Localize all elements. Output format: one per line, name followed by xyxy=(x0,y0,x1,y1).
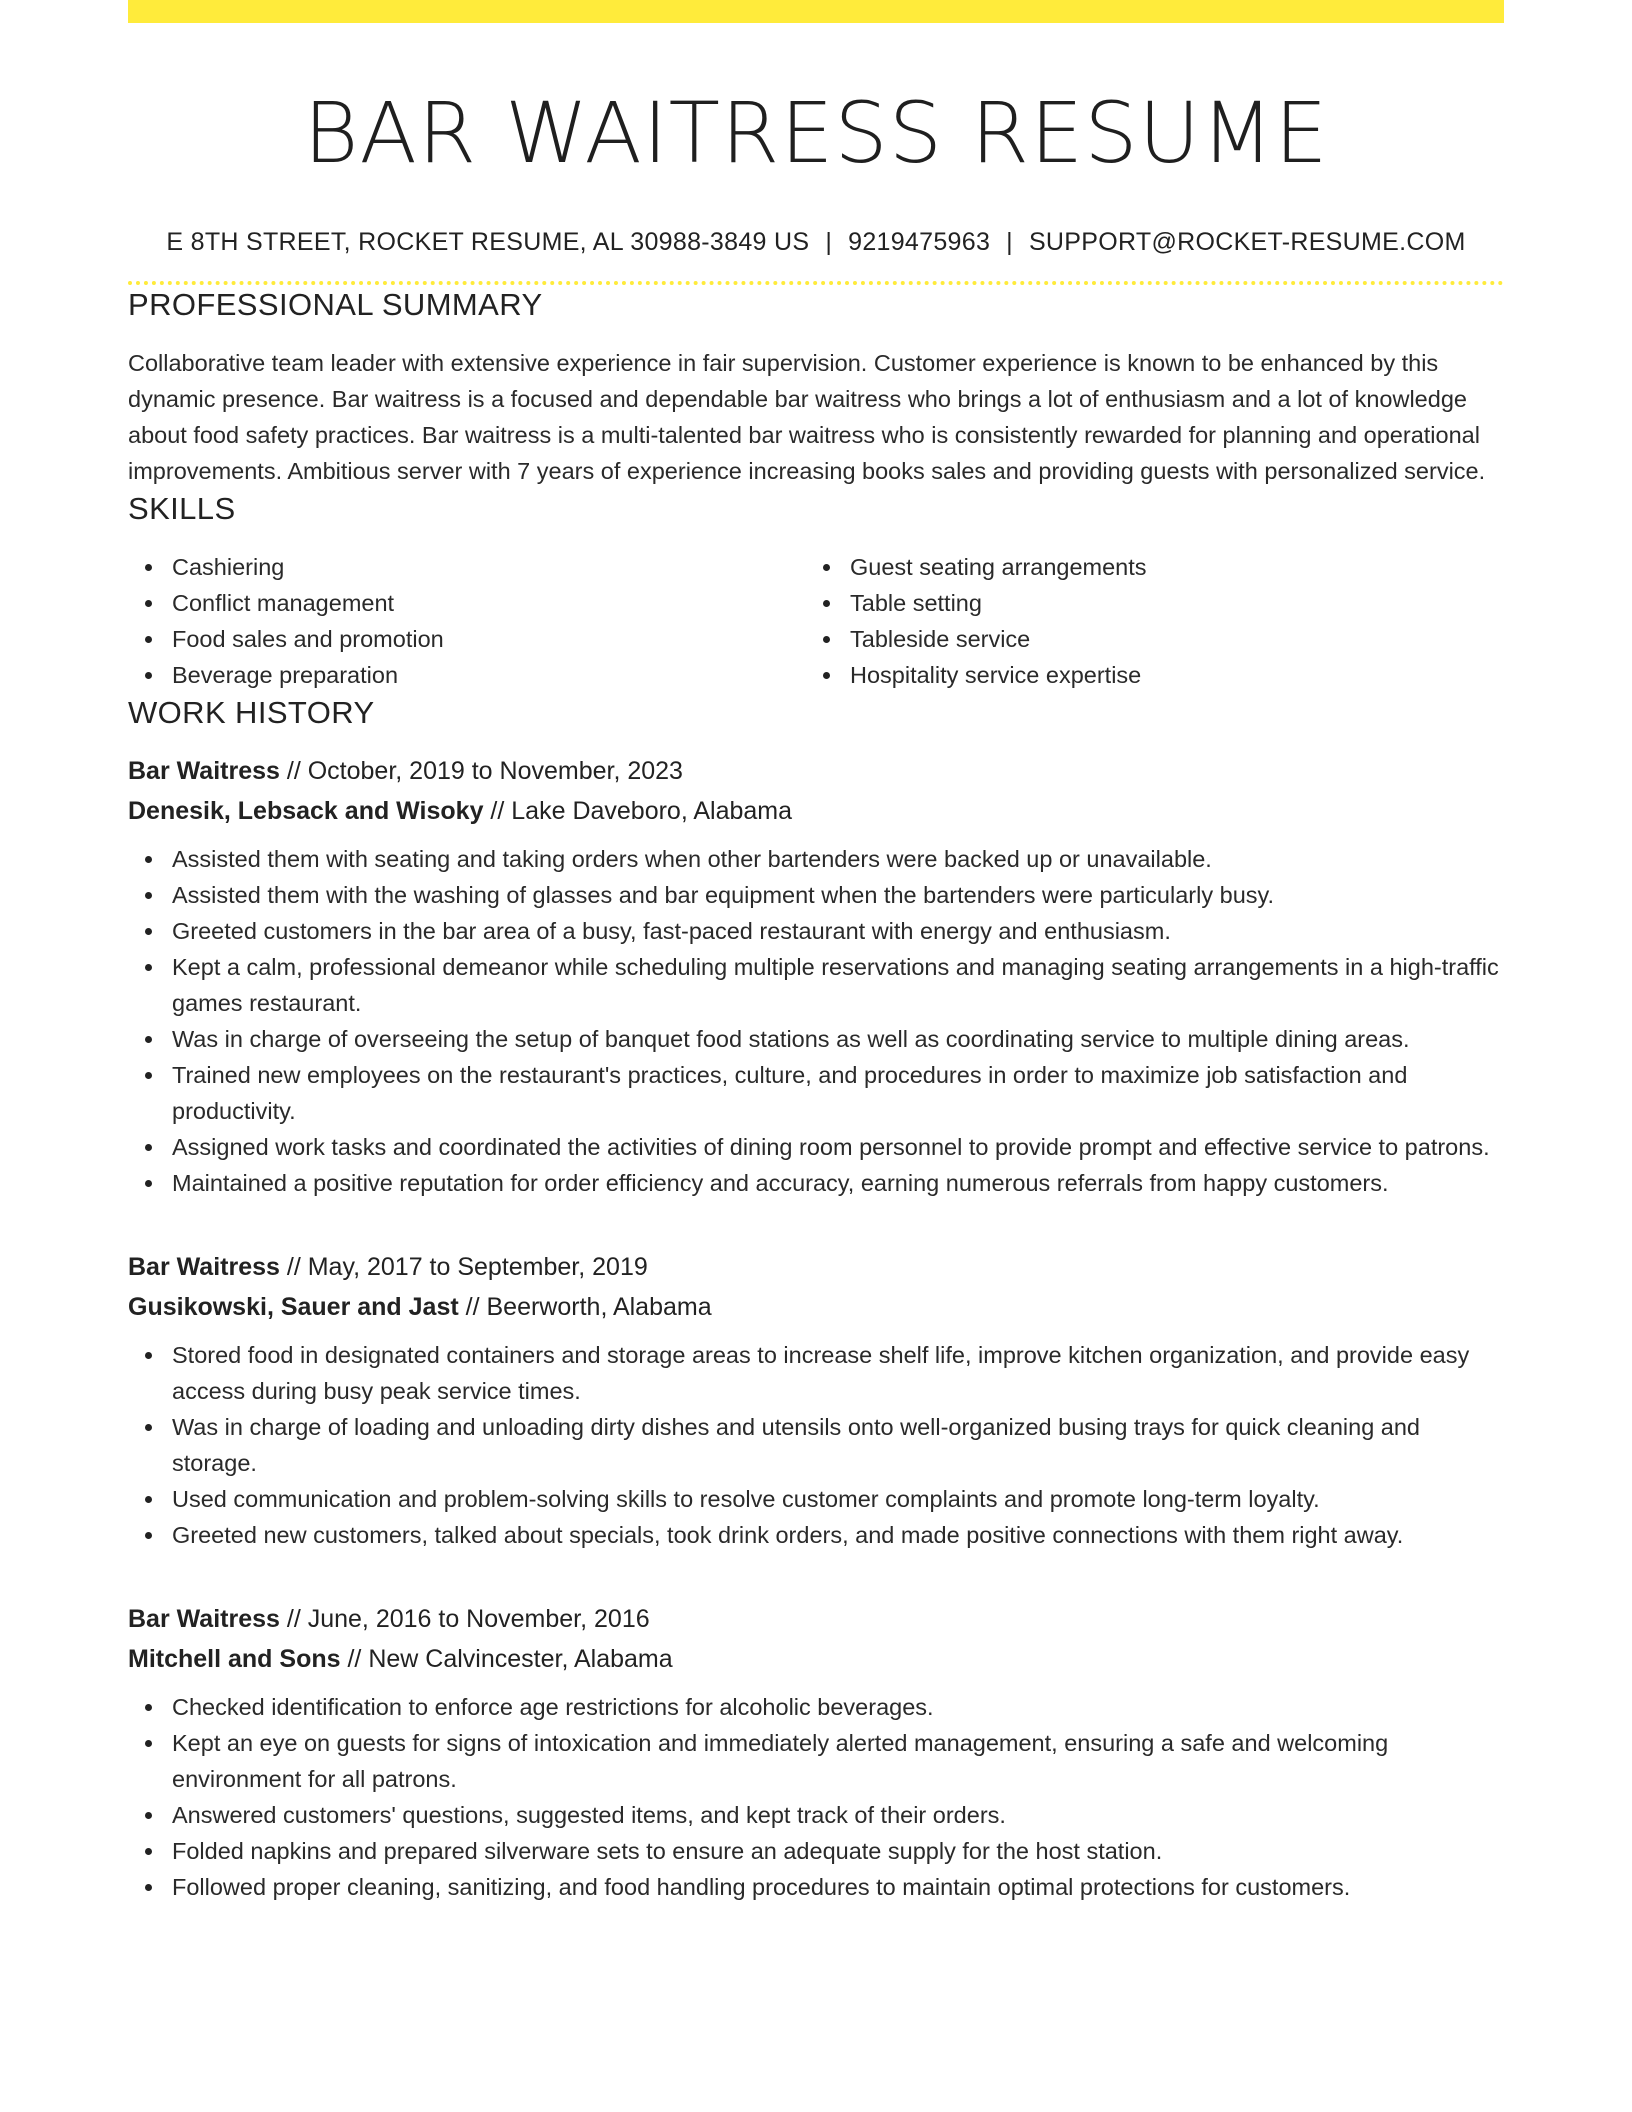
job-bullet: Assigned work tasks and coordinated the activities of dining room personnel to provide prompt and effective service to patrons. xyxy=(172,1129,1504,1165)
job-bullet: Trained new employees on the restaurant's practices, culture, and procedures in order to maximize job satisfaction and productivity. xyxy=(172,1057,1504,1129)
job-title-line xyxy=(128,751,1504,791)
job-bullet: Checked identification to enforce age restrictions for alcoholic beverages. xyxy=(172,1689,1504,1725)
skill-item: Conflict management xyxy=(172,585,806,621)
job-bullet: Kept an eye on guests for signs of intoxication and immediately alerted management, ensuring a safe and welcoming environment for all patrons. xyxy=(172,1725,1504,1797)
job-bullet: Followed proper cleaning, sanitizing, and food handling procedures to maintain optimal protections for customers. xyxy=(172,1869,1504,1905)
contact-address: E 8TH STREET, ROCKET RESUME, AL 30988-3849 US xyxy=(166,228,810,256)
job-title-line xyxy=(128,1247,1504,1287)
summary-text: Collaborative team leader with extensive experience in fair supervision. Customer experience is known to be enhanced by this dynamic presence. Bar waitress is a focused and dependable bar waitress who brings a lot of enthusiasm and a lot of knowledge about food safety practices. Bar waitress is a multi-talented bar waitress who is consistently rewarded for planning and operational improvements. Ambitious server with 7 years of experience increasing books sales and providing guests with personalized service. xyxy=(128,350,1486,484)
job-company: Mitchell and Sons xyxy=(128,1645,341,1673)
job-bullet: Folded napkins and prepared silverware sets to ensure an adequate supply for the host station. xyxy=(172,1833,1504,1869)
skills-list-left xyxy=(128,549,806,693)
skills-heading: SKILLS xyxy=(128,491,236,526)
job-company-line xyxy=(128,1287,1504,1327)
resume-title: BAR WAITRESS RESUME xyxy=(303,84,1329,182)
skill-item: Cashiering xyxy=(172,549,806,585)
job-entry xyxy=(128,1599,1504,1905)
job-role: Bar Waitress xyxy=(128,757,280,785)
job-dates: June, 2016 to November, 2016 xyxy=(307,1605,650,1633)
contact-line xyxy=(128,225,1504,259)
skills-columns xyxy=(128,549,1504,693)
job-location: Beerworth, Alabama xyxy=(486,1293,712,1321)
job-separator: // xyxy=(340,1645,369,1673)
skill-item: Hospitality service expertise xyxy=(850,657,1484,693)
job-bullet: Assisted them with seating and taking orders when other bartenders were backed up or unavailable. xyxy=(172,841,1504,877)
job-company-line xyxy=(128,1639,1504,1679)
contact-separator: | xyxy=(825,228,833,256)
job-entry xyxy=(128,1247,1504,1553)
job-separator: // xyxy=(279,757,308,785)
skills-list-right xyxy=(806,549,1484,693)
job-bullet: Was in charge of overseeing the setup of banquet food stations as well as coordinating service to multiple dining areas. xyxy=(172,1021,1504,1057)
job-company: Gusikowski, Sauer and Jast xyxy=(128,1293,459,1321)
job-bullets xyxy=(128,1337,1504,1553)
job-role: Bar Waitress xyxy=(128,1253,280,1281)
job-title-line xyxy=(128,1599,1504,1639)
job-separator: // xyxy=(458,1293,487,1321)
job-separator: // xyxy=(483,797,512,825)
job-bullet: Used communication and problem-solving skills to resolve customer complaints and promote long-term loyalty. xyxy=(172,1481,1504,1517)
job-company: Denesik, Lebsack and Wisoky xyxy=(128,797,484,825)
job-bullet: Greeted new customers, talked about specials, took drink orders, and made positive connections with them right away. xyxy=(172,1517,1504,1553)
header-accent-bar xyxy=(128,0,1504,23)
skill-item: Food sales and promotion xyxy=(172,621,806,657)
job-bullets xyxy=(128,841,1504,1201)
skill-item: Guest seating arrangements xyxy=(850,549,1484,585)
job-dates: May, 2017 to September, 2019 xyxy=(307,1253,648,1281)
skill-item: Table setting xyxy=(850,585,1484,621)
job-dates: October, 2019 to November, 2023 xyxy=(307,757,683,785)
contact-phone: 9219475963 xyxy=(848,228,991,256)
resume-page xyxy=(128,0,1504,1905)
job-bullet: Kept a calm, professional demeanor while scheduling multiple reservations and managing seating arrangements in a high-traffic games restaurant. xyxy=(172,949,1504,1021)
job-location: New Calvincester, Alabama xyxy=(368,1645,673,1673)
job-bullets xyxy=(128,1689,1504,1905)
contact-email: SUPPORT@ROCKET-RESUME.COM xyxy=(1028,228,1466,256)
job-entry xyxy=(128,751,1504,1201)
job-bullet: Maintained a positive reputation for order efficiency and accuracy, earning numerous referrals from happy customers. xyxy=(172,1165,1504,1201)
contact-separator: | xyxy=(1006,228,1013,256)
job-separator: // xyxy=(279,1253,308,1281)
job-role: Bar Waitress xyxy=(128,1605,280,1633)
job-bullet: Answered customers' questions, suggested items, and kept track of their orders. xyxy=(172,1797,1504,1833)
job-bullet: Was in charge of loading and unloading dirty dishes and utensils onto well-organized busing trays for quick cleaning and storage. xyxy=(172,1409,1504,1481)
skill-item: Tableside service xyxy=(850,621,1484,657)
job-bullet: Stored food in designated containers and storage areas to increase shelf life, improve kitchen organization, and provide easy access during busy peak service times. xyxy=(172,1337,1504,1409)
work-history-heading: WORK HISTORY xyxy=(128,695,375,730)
job-location: Lake Daveboro, Alabama xyxy=(511,797,793,825)
job-bullet: Greeted customers in the bar area of a busy, fast-paced restaurant with energy and enthusiasm. xyxy=(172,913,1504,949)
job-separator: // xyxy=(279,1605,308,1633)
summary-heading: PROFESSIONAL SUMMARY xyxy=(128,287,543,322)
job-company-line xyxy=(128,791,1504,831)
skill-item: Beverage preparation xyxy=(172,657,806,693)
job-bullet: Assisted them with the washing of glasses and bar equipment when the bartenders were particularly busy. xyxy=(172,877,1504,913)
